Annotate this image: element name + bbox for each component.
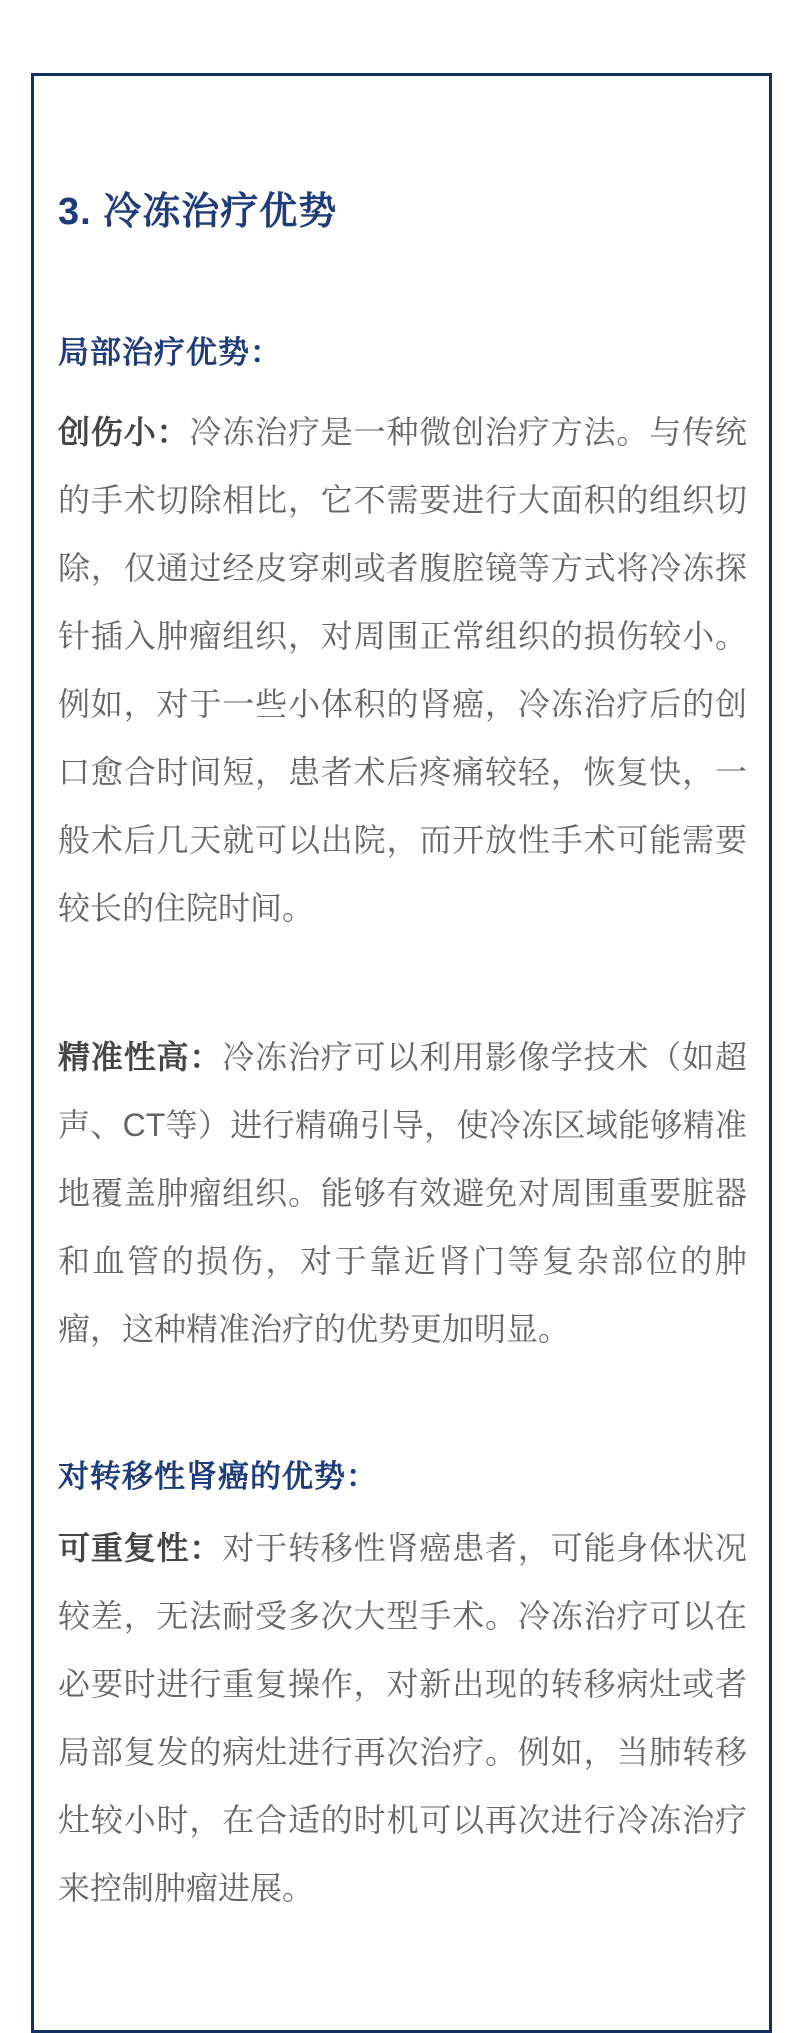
paragraph-high-precision <box>58 1023 747 1363</box>
paragraph-lead: 可重复性： <box>58 1530 223 1566</box>
paragraph-text: 冷冻治疗可以利用影像学技术（如超声、CT等）进行精确引导，使冷冻区域能够精准地覆盖肿瘤组织。能够有效避免对周围重要脏器和血管的损伤，对于靠近肾门等复杂部位的肿瘤，这种精准治疗的优势更加明显。 <box>58 1039 747 1347</box>
card-inner <box>34 76 769 1922</box>
paragraph-text: 冷冻治疗是一种微创治疗方法。与传统的手术切除相比，它不需要进行大面积的组织切除，仅通过经皮穿刺或者腹腔镜等方式将冷冻探针插入肿瘤组织，对周围正常组织的损伤较小。例如，对于一些小体积的肾癌，冷冻治疗后的创口愈合时间短，患者术后疼痛较轻，恢复快，一般术后几天就可以出院，而开放性手术可能需要较长的住院时间。 <box>58 414 747 926</box>
paragraph-lead: 精准性高： <box>58 1039 223 1075</box>
section-heading-local-advantages: 局部治疗优势： <box>58 335 282 370</box>
paragraph-repeatability <box>58 1514 747 1922</box>
content-card <box>31 73 772 2033</box>
paragraph-text: 对于转移性肾癌患者，可能身体状况较差，无法耐受多次大型手术。冷冻治疗可以在必要时进行重复操作，对新出现的转移病灶或者局部复发的病灶进行再次治疗。例如，当肺转移灶较小时，在合适的时机可以再次进行冷冻治疗来控制肿瘤进展。 <box>58 1530 747 1906</box>
paragraph-trauma-small <box>58 398 747 942</box>
paragraph-lead: 创伤小： <box>58 414 190 450</box>
page-title: 3. 冷冻治疗优势 <box>58 191 338 233</box>
section-heading-metastatic-advantages: 对转移性肾癌的优势： <box>58 1459 378 1494</box>
